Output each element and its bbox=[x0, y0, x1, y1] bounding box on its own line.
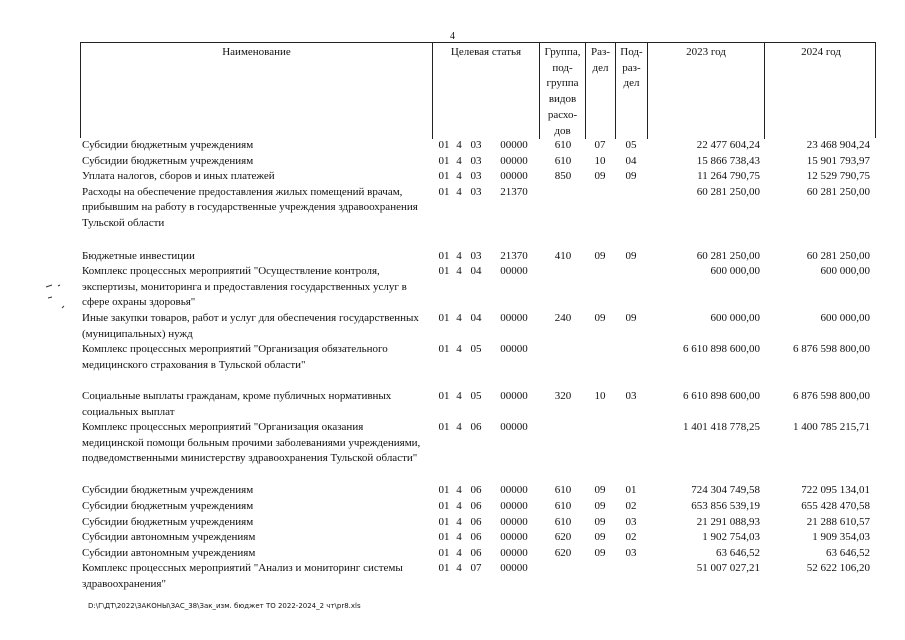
row-section: 10 bbox=[594, 154, 606, 167]
row-subsection: 09 bbox=[625, 312, 637, 325]
row-target-direction: 00000 bbox=[500, 265, 528, 278]
row-target-direction: 00000 bbox=[500, 546, 528, 559]
row-value-2024: 15 901 793,97 bbox=[806, 154, 870, 167]
row-subsection: 03 bbox=[625, 515, 637, 528]
row-value-2023: 22 477 604,24 bbox=[696, 139, 760, 151]
table-row bbox=[80, 342, 876, 389]
row-target-type: 4 bbox=[456, 562, 462, 575]
row-name: Комплекс процессных мероприятий "Организация оказания медицинской помощи больным прочими заболеваниями учреждениями, подведомственными министерству здравоохранения Тульской области" bbox=[82, 421, 421, 465]
row-target-program: 01 bbox=[438, 390, 450, 403]
row-subsection: 01 bbox=[625, 484, 637, 497]
row-target-type: 4 bbox=[456, 265, 462, 278]
row-value-2023: 60 281 250,00 bbox=[696, 185, 760, 198]
row-section: 09 bbox=[594, 546, 606, 559]
row-group: 240 bbox=[554, 312, 572, 325]
row-name: Субсидии бюджетным учреждениям bbox=[82, 139, 254, 151]
row-target-type: 4 bbox=[456, 312, 462, 325]
row-group: 610 bbox=[554, 484, 572, 497]
row-target-direction: 00000 bbox=[500, 515, 528, 528]
row-target-complex: 03 bbox=[470, 185, 482, 198]
header-subsection bbox=[616, 43, 648, 139]
table-row bbox=[80, 249, 876, 265]
header-subsection-line: дел bbox=[623, 77, 640, 90]
row-target-type: 4 bbox=[456, 154, 462, 167]
table-row bbox=[80, 561, 876, 592]
row-group: 320 bbox=[554, 390, 572, 403]
row-target-complex: 06 bbox=[470, 484, 482, 497]
table-row bbox=[80, 389, 876, 420]
row-group: 850 bbox=[554, 170, 572, 183]
row-section: 09 bbox=[594, 249, 606, 262]
row-value-2024: 1 909 354,03 bbox=[812, 531, 870, 544]
row-value-2024: 60 281 250,00 bbox=[806, 249, 870, 262]
row-subsection: 04 bbox=[625, 154, 637, 167]
row-value-2023: 653 856 539,19 bbox=[691, 499, 760, 512]
header-group-line: под- bbox=[552, 61, 573, 74]
row-subsection: 09 bbox=[625, 249, 637, 262]
row-target-program: 01 bbox=[438, 546, 450, 559]
row-group: 410 bbox=[554, 249, 572, 262]
row-section: 07 bbox=[594, 139, 606, 151]
row-name: Комплекс процессных мероприятий "Осуществление контроля, экспертизы, мониторинга и предоставления государственных услуг в сфере охраны здоровья" bbox=[82, 265, 407, 309]
row-target-complex: 06 bbox=[470, 499, 482, 512]
row-name: Бюджетные инвестиции bbox=[82, 249, 195, 262]
row-target-type: 4 bbox=[456, 531, 462, 544]
row-section: 09 bbox=[594, 515, 606, 528]
row-value-2024: 23 468 904,24 bbox=[806, 139, 870, 151]
row-value-2024: 600 000,00 bbox=[820, 265, 870, 278]
row-target-complex: 03 bbox=[470, 170, 482, 183]
row-target-direction: 21370 bbox=[500, 249, 528, 262]
row-target-type: 4 bbox=[456, 484, 462, 497]
header-target-article: Целевая статья bbox=[433, 43, 540, 139]
row-target-direction: 00000 bbox=[500, 562, 528, 575]
row-target-type: 4 bbox=[456, 546, 462, 559]
row-value-2024: 52 622 106,20 bbox=[806, 562, 870, 575]
table-row bbox=[80, 311, 876, 342]
row-name: Комплекс процессных мероприятий "Анализ и мониторинг системы здравоохранения" bbox=[82, 562, 403, 590]
row-target-complex: 03 bbox=[470, 139, 482, 151]
row-target-direction: 00000 bbox=[500, 154, 528, 167]
row-subsection: 09 bbox=[625, 170, 637, 183]
row-target-program: 01 bbox=[438, 139, 450, 151]
header-section-line: Раз- bbox=[590, 46, 610, 58]
row-value-2024: 600 000,00 bbox=[820, 312, 870, 325]
row-value-2024: 12 529 790,75 bbox=[806, 170, 870, 183]
header-subsection-line: раз- bbox=[622, 61, 641, 74]
row-value-2023: 11 264 790,75 bbox=[697, 170, 760, 183]
file-path-footer: D:\Г\ДТ\2022\ЗАКОНЫ\ЗАС_38\Зак_изм. бюджет ТО 2022-2024_2 чт\pr8.xls bbox=[88, 602, 361, 610]
table-row bbox=[80, 138, 876, 154]
table-body bbox=[80, 138, 876, 592]
row-value-2023: 60 281 250,00 bbox=[696, 249, 760, 262]
row-target-direction: 00000 bbox=[500, 531, 528, 544]
row-value-2024: 6 876 598 800,00 bbox=[793, 390, 870, 403]
table-row bbox=[80, 169, 876, 185]
header-name: Наименование bbox=[81, 43, 433, 139]
row-target-direction: 00000 bbox=[500, 484, 528, 497]
row-target-direction: 00000 bbox=[500, 170, 528, 183]
table-row bbox=[80, 483, 876, 499]
table-row bbox=[80, 515, 876, 531]
row-target-direction: 00000 bbox=[500, 139, 528, 151]
row-target-program: 01 bbox=[438, 249, 450, 262]
row-subsection: 02 bbox=[625, 531, 637, 544]
scan-marks bbox=[44, 278, 78, 323]
header-2023: 2023 год bbox=[648, 43, 765, 139]
pen-marks-icon bbox=[44, 278, 78, 320]
row-target-program: 01 bbox=[438, 185, 450, 198]
row-value-2024: 60 281 250,00 bbox=[806, 185, 870, 198]
row-name: Субсидии автономным учреждениям bbox=[82, 531, 256, 544]
row-target-program: 01 bbox=[438, 170, 450, 183]
row-value-2024: 1 400 785 215,71 bbox=[793, 421, 870, 434]
row-subsection: 05 bbox=[625, 139, 637, 151]
row-target-program: 01 bbox=[438, 265, 450, 278]
row-name: Социальные выплаты гражданам, кроме публичных нормативных социальных выплат bbox=[82, 390, 392, 418]
row-target-direction: 00000 bbox=[500, 421, 528, 434]
header-group-line: группа bbox=[546, 77, 579, 90]
row-value-2023: 63 646,52 bbox=[716, 546, 760, 559]
row-name: Субсидии бюджетным учреждениям bbox=[82, 484, 254, 497]
row-section: 09 bbox=[594, 484, 606, 497]
row-subsection: 03 bbox=[625, 390, 637, 403]
row-target-program: 01 bbox=[438, 531, 450, 544]
row-section: 09 bbox=[594, 531, 606, 544]
table-row bbox=[80, 264, 876, 311]
row-target-direction: 00000 bbox=[500, 499, 528, 512]
row-name: Комплекс процессных мероприятий "Организация обязательного медицинского страхования в Тульской области" bbox=[82, 343, 388, 371]
row-subsection: 03 bbox=[625, 546, 637, 559]
row-group: 610 bbox=[554, 139, 572, 151]
row-target-complex: 04 bbox=[470, 265, 482, 278]
row-value-2024: 63 646,52 bbox=[826, 546, 870, 559]
row-target-program: 01 bbox=[438, 421, 450, 434]
row-target-type: 4 bbox=[456, 185, 462, 198]
row-section: 09 bbox=[594, 170, 606, 183]
row-target-type: 4 bbox=[456, 499, 462, 512]
header-subsection-line: Под- bbox=[620, 46, 643, 58]
row-name: Иные закупки товаров, работ и услуг для обеспечения государственных (муниципальных) нужд bbox=[82, 312, 419, 340]
row-target-complex: 06 bbox=[470, 546, 482, 559]
row-value-2023: 724 304 749,58 bbox=[691, 484, 760, 497]
row-target-complex: 07 bbox=[470, 562, 482, 575]
row-value-2023: 6 610 898 600,00 bbox=[683, 390, 760, 403]
row-target-complex: 06 bbox=[470, 515, 482, 528]
row-target-complex: 06 bbox=[470, 421, 482, 434]
header-section bbox=[586, 43, 616, 139]
row-target-complex: 03 bbox=[470, 154, 482, 167]
row-section: 09 bbox=[594, 312, 606, 325]
header-group-line: дов bbox=[554, 124, 571, 137]
row-section: 09 bbox=[594, 499, 606, 512]
row-value-2023: 600 000,00 bbox=[710, 265, 760, 278]
row-value-2024: 6 876 598 800,00 bbox=[793, 343, 870, 356]
table-row bbox=[80, 154, 876, 170]
row-target-type: 4 bbox=[456, 249, 462, 262]
row-group: 610 bbox=[554, 154, 572, 167]
row-target-program: 01 bbox=[438, 154, 450, 167]
row-target-direction: 21370 bbox=[500, 185, 528, 198]
row-target-complex: 05 bbox=[470, 390, 482, 403]
row-target-complex: 04 bbox=[470, 312, 482, 325]
header-group-line: видов bbox=[548, 93, 577, 106]
row-target-type: 4 bbox=[456, 139, 462, 151]
row-target-program: 01 bbox=[438, 484, 450, 497]
row-target-program: 01 bbox=[438, 312, 450, 325]
row-value-2024: 21 288 610,57 bbox=[806, 515, 870, 528]
row-value-2023: 51 007 027,21 bbox=[696, 562, 760, 575]
row-target-program: 01 bbox=[438, 515, 450, 528]
row-target-type: 4 bbox=[456, 343, 462, 356]
row-target-complex: 06 bbox=[470, 531, 482, 544]
row-group: 620 bbox=[554, 531, 572, 544]
row-value-2023: 600 000,00 bbox=[710, 312, 760, 325]
row-name: Расходы на обеспечение предоставления жилых помещений врачам, прибывшим на работу в государственные учреждения здравоохранения Тульской области bbox=[82, 185, 418, 229]
row-group: 610 bbox=[554, 499, 572, 512]
table-row bbox=[80, 530, 876, 546]
row-value-2024: 722 095 134,01 bbox=[801, 484, 870, 497]
row-target-type: 4 bbox=[456, 515, 462, 528]
row-name: Уплата налогов, сборов и иных платежей bbox=[82, 170, 275, 183]
row-target-direction: 00000 bbox=[500, 390, 528, 403]
row-target-direction: 00000 bbox=[500, 343, 528, 356]
header-group-line: Группа, bbox=[544, 46, 581, 58]
row-target-complex: 05 bbox=[470, 343, 482, 356]
row-target-type: 4 bbox=[456, 170, 462, 183]
row-value-2023: 21 291 088,93 bbox=[696, 515, 760, 528]
row-name: Субсидии автономным учреждениям bbox=[82, 546, 256, 559]
table-row bbox=[80, 499, 876, 515]
table-row bbox=[80, 546, 876, 562]
row-value-2023: 6 610 898 600,00 bbox=[683, 343, 760, 356]
table-row bbox=[80, 185, 876, 249]
table-header bbox=[80, 42, 876, 138]
header-group-line: расхо- bbox=[547, 108, 578, 121]
table-row bbox=[80, 420, 876, 483]
row-value-2023: 1 401 418 778,25 bbox=[683, 421, 760, 434]
row-group: 620 bbox=[554, 546, 572, 559]
row-value-2024: 655 428 470,58 bbox=[801, 499, 870, 512]
row-target-complex: 03 bbox=[470, 249, 482, 262]
row-name: Субсидии бюджетным учреждениям bbox=[82, 154, 254, 167]
page-number: 4 bbox=[450, 31, 455, 42]
header-2024: 2024 год bbox=[801, 46, 841, 58]
row-group: 610 bbox=[554, 515, 572, 528]
header-section-line: дел bbox=[592, 61, 609, 74]
row-value-2023: 15 866 738,43 bbox=[696, 154, 760, 167]
row-target-direction: 00000 bbox=[500, 312, 528, 325]
row-value-2023: 1 902 754,03 bbox=[702, 531, 760, 544]
row-subsection: 02 bbox=[625, 499, 637, 512]
header-group bbox=[540, 43, 586, 139]
row-target-program: 01 bbox=[438, 562, 450, 575]
row-name: Субсидии бюджетным учреждениям bbox=[82, 515, 254, 528]
row-target-type: 4 bbox=[456, 421, 462, 434]
row-target-type: 4 bbox=[456, 390, 462, 403]
row-target-program: 01 bbox=[438, 499, 450, 512]
row-target-program: 01 bbox=[438, 343, 450, 356]
row-name: Субсидии бюджетным учреждениям bbox=[82, 499, 254, 512]
row-section: 10 bbox=[594, 390, 606, 403]
